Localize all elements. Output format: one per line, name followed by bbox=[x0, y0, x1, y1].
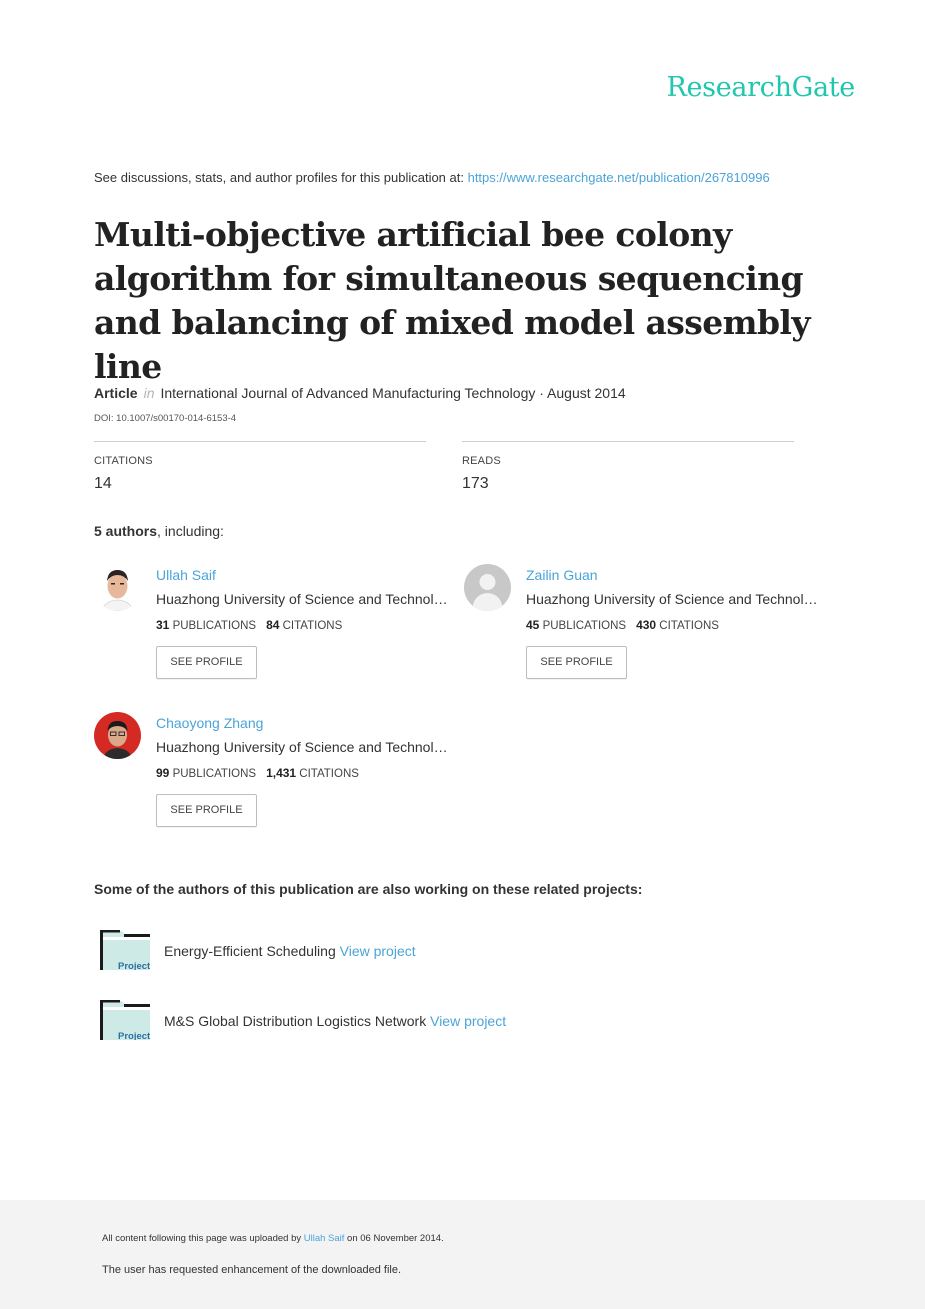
default-avatar-icon[interactable] bbox=[464, 564, 511, 611]
citations-stat bbox=[94, 441, 426, 493]
author-counts bbox=[156, 766, 476, 780]
authors-count-bold: 5 authors bbox=[94, 523, 158, 539]
doi[interactable]: DOI: 10.1007/s00170-014-6153-4 bbox=[94, 413, 237, 424]
authors-count-rest: , including: bbox=[157, 523, 224, 539]
enhancement-note: The user has requested enhancement of the downloaded file. bbox=[102, 1264, 402, 1276]
upload-prefix: All content following this page was uploaded by bbox=[102, 1233, 304, 1244]
see-profile-button[interactable]: SEE PROFILE bbox=[526, 646, 627, 679]
author-name-link[interactable]: Chaoyong Zhang bbox=[156, 715, 264, 731]
author-counts bbox=[526, 618, 846, 632]
citations-count: 430 bbox=[636, 618, 657, 632]
author-counts bbox=[156, 618, 476, 632]
author-card bbox=[526, 566, 846, 679]
view-project-link[interactable]: View project bbox=[430, 1013, 507, 1029]
citations-label: CITATIONS bbox=[94, 455, 153, 467]
authors-count bbox=[94, 523, 224, 539]
upload-info bbox=[102, 1233, 444, 1244]
project-folder-label: Project bbox=[118, 1031, 150, 1040]
footer bbox=[0, 1200, 925, 1309]
citations-value: 14 bbox=[94, 475, 112, 492]
researchgate-logo[interactable]: ResearchGate bbox=[666, 72, 855, 103]
citations-count: 84 bbox=[266, 618, 280, 632]
author-affiliation[interactable]: Huazhong University of Science and Technol… bbox=[156, 591, 448, 607]
author-avatar[interactable] bbox=[94, 712, 141, 759]
author-avatar[interactable] bbox=[94, 564, 141, 611]
project-title bbox=[164, 1013, 506, 1029]
see-discussions-text: See discussions, stats, and author profiles for this publication at: bbox=[94, 170, 468, 185]
publications-count: 31 bbox=[156, 618, 170, 632]
publications-count: 45 bbox=[526, 618, 540, 632]
project-folder-icon[interactable] bbox=[100, 930, 150, 970]
article-type: Article bbox=[94, 385, 138, 401]
publications-label: PUBLICATIONS bbox=[172, 768, 257, 780]
see-profile-button[interactable]: SEE PROFILE bbox=[156, 646, 257, 679]
upload-suffix: on 06 November 2014. bbox=[344, 1233, 444, 1244]
in-label: in bbox=[143, 385, 155, 401]
view-project-link[interactable]: View project bbox=[339, 943, 416, 959]
project-folder-icon[interactable] bbox=[100, 1000, 150, 1040]
project-name[interactable]: M&S Global Distribution Logistics Network bbox=[164, 1013, 427, 1029]
publication-link-line bbox=[94, 170, 770, 185]
reads-value: 173 bbox=[462, 475, 489, 492]
citations-count-label: CITATIONS bbox=[282, 620, 343, 632]
project-title bbox=[164, 943, 416, 959]
page-title: Multi-objective artificial bee colony algorithm for simultaneous sequencing and balancing of mixed model assembly line bbox=[94, 215, 810, 386]
author-name-link[interactable]: Zailin Guan bbox=[526, 567, 598, 583]
project-name[interactable]: Energy-Efficient Scheduling bbox=[164, 943, 336, 959]
publications-label: PUBLICATIONS bbox=[542, 620, 627, 632]
author-affiliation[interactable]: Huazhong University of Science and Technol… bbox=[156, 739, 448, 755]
reads-stat bbox=[462, 441, 794, 493]
citations-count-label: CITATIONS bbox=[659, 620, 719, 632]
publications-count: 99 bbox=[156, 766, 170, 780]
publications-label: PUBLICATIONS bbox=[172, 620, 257, 632]
related-projects-heading: Some of the authors of this publication are also working on these related projects: bbox=[94, 881, 643, 897]
citations-count: 1,431 bbox=[266, 766, 297, 780]
see-profile-button[interactable]: SEE PROFILE bbox=[156, 794, 257, 827]
author-affiliation[interactable]: Huazhong University of Science and Technol… bbox=[526, 591, 818, 607]
reads-label: READS bbox=[462, 455, 501, 467]
project-folder-label: Project bbox=[118, 961, 150, 970]
author-card bbox=[156, 566, 476, 679]
uploader-link[interactable]: Ullah Saif bbox=[303, 1233, 345, 1244]
citations-count-label: CITATIONS bbox=[299, 768, 359, 780]
article-meta bbox=[94, 385, 626, 401]
author-card bbox=[156, 714, 476, 827]
journal-name[interactable]: International Journal of Advanced Manufacturing Technology · August 2014 bbox=[160, 385, 626, 401]
author-name-link[interactable]: Ullah Saif bbox=[156, 567, 216, 583]
publication-url-link[interactable]: https://www.researchgate.net/publication/267810996 bbox=[467, 170, 770, 185]
